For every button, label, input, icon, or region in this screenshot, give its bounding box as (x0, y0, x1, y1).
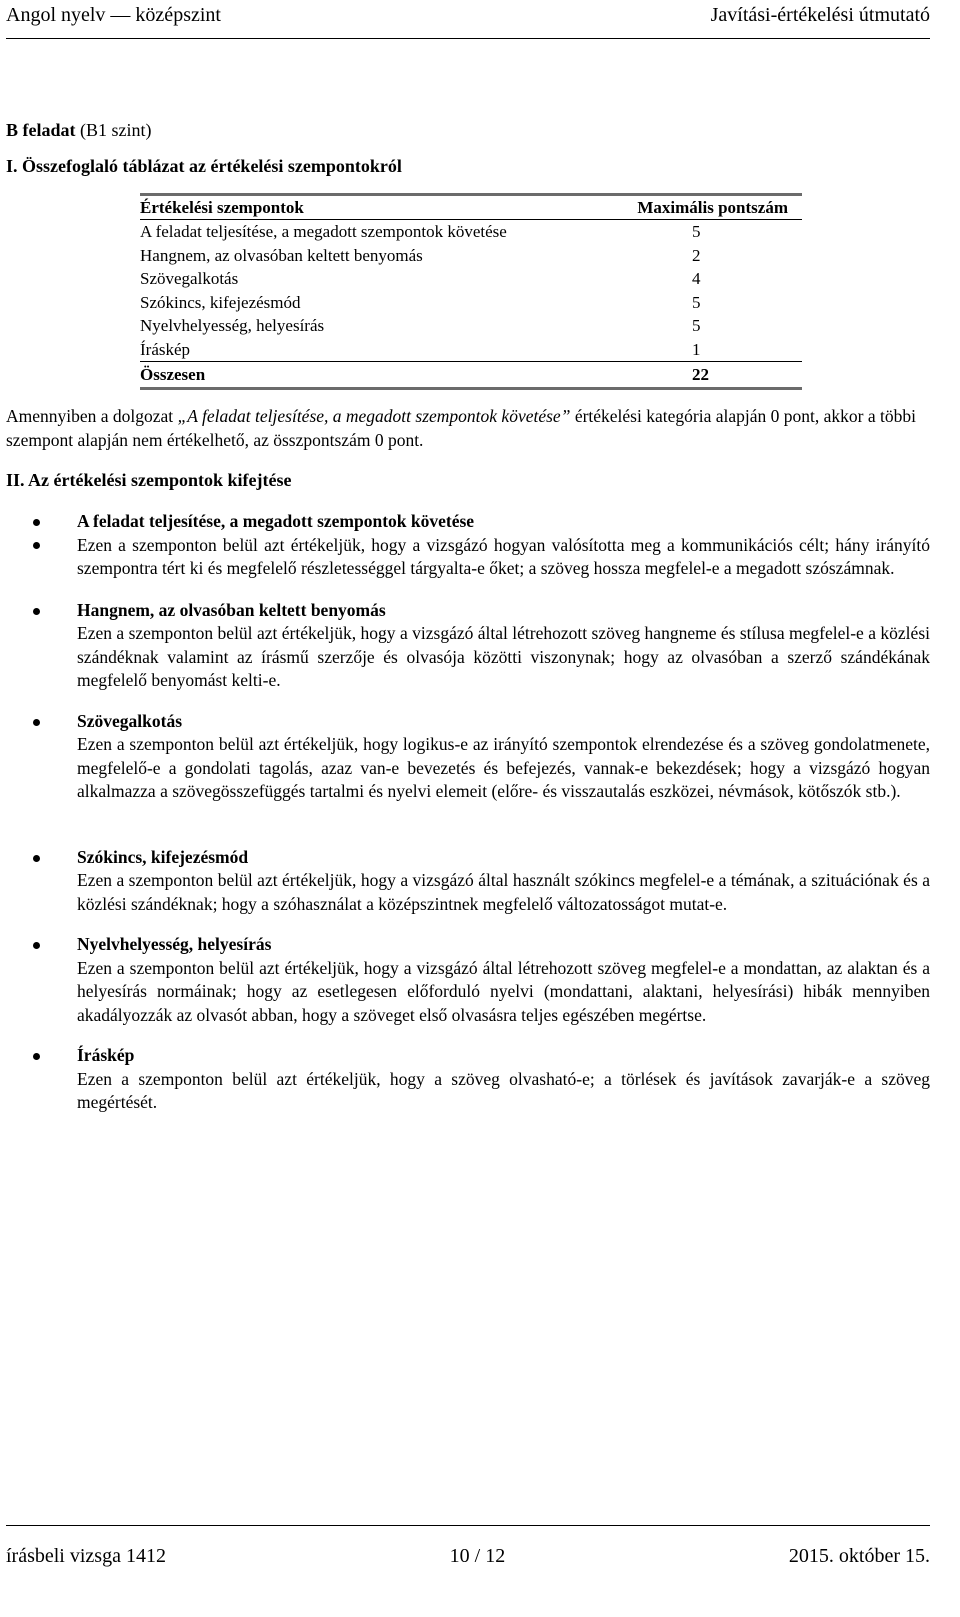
page-footer (6, 1545, 930, 1568)
task-title-bold: B feladat (6, 120, 76, 140)
table-row-points: 4 (692, 269, 701, 288)
criterion-description: Ezen a szemponton belül azt értékeljük, hogy logikus-e az irányító szempontok elrendezése és a szöveg gondolatmenete, megfelelő-e a gondolati tagolás, azaz van-e bevezetés és befejezés, vannak-e bekezdések; hogy a vizsgázó hogyan alkalmazza a szövegösszefüggés tartalmi és nyelvi elemeit (előre- és visszautalás eszközei, névmások, kötőszók stb.). (77, 734, 930, 801)
header-divider (6, 38, 930, 39)
task-title-level: (B1 szint) (75, 120, 152, 140)
note-after: értékelési kategória alapján 0 pont, akkor a többi szempont alapján nem értékelhető, az összpontszám 0 pont. (6, 406, 916, 450)
criterion-item (0, 1044, 930, 1115)
task-title (6, 120, 152, 141)
table-row-points: 5 (692, 316, 701, 335)
bullet-icon (33, 719, 40, 726)
bullet-icon (33, 608, 40, 615)
criterion-item (0, 599, 930, 693)
table-row-points: 5 (692, 222, 701, 241)
header-doc-type: Javítási-értékelési útmutató (710, 4, 930, 26)
table-row-points: 5 (692, 292, 701, 312)
bullet-icon (33, 942, 40, 949)
table-row (140, 338, 802, 362)
section-1-title: I. Összefoglaló táblázat az értékelési szempontokról (6, 156, 402, 176)
criterion-description: Ezen a szemponton belül azt értékeljük, hogy a vizsgázó által létrehozott szöveg hangneme és stílusa megfelel-e a közlési szándéknak valamint az írásmű szerzője és olvasója közötti viszonynak; hogy az olvasóban a szerző szándékának megfelelő benyomást kelti-e. (77, 623, 930, 690)
criterion-description: Ezen a szemponton belül azt értékeljük, hogy a szöveg olvasható-e; a törlések és javítások zavarják-e a szöveg megértését. (77, 1068, 930, 1112)
criterion-title: Szókincs, kifejezésmód (77, 846, 249, 867)
bullet-icon (33, 1053, 40, 1060)
score-table (140, 193, 802, 390)
criterion-description: Ezen a szemponton belül azt értékeljük, hogy a vizsgázó által létrehozott szöveg megfelel-e a mondattan, az alaktan és a helyesírás normáinak; hogy az esetlegesen előforduló nyelvi (mondattani, alaktani, helyesírási) hibák mennyiben akadályozzák az olvasót abban, hogy a szöveget első olvasásra teljes egészében megértse. (77, 957, 930, 1025)
criterion-item (0, 510, 930, 581)
criterion-title: Hangnem, az olvasóban keltett benyomás (77, 599, 386, 620)
table-row-label: Hangnem, az olvasóban keltett benyomás (140, 245, 423, 265)
table-row (140, 267, 802, 291)
bullet-icon (33, 519, 40, 526)
criterion-title: A feladat teljesítése, a megadott szempontok követése (77, 511, 475, 531)
footer-exam-code: írásbeli vizsga 1412 (6, 1545, 166, 1567)
table-row (140, 244, 802, 268)
footer-page-number: 10 / 12 (449, 1545, 506, 1567)
note-before: Amennyiben a dolgozat (6, 406, 178, 426)
table-row-label: Nyelvhelyesség, helyesírás (140, 316, 325, 335)
table-header-row (140, 196, 802, 220)
table-row-label: Íráskép (140, 339, 191, 359)
table-row-points: 2 (692, 245, 701, 265)
bullet-icon (33, 855, 40, 862)
criterion-item (0, 933, 930, 1027)
criterion-title: Nyelvhelyesség, helyesírás (77, 934, 272, 954)
footer-date: 2015. október 15. (788, 1545, 930, 1567)
table-total-row (140, 362, 802, 389)
note-italic: „A feladat teljesítése, a megadott szempontok követése” (177, 406, 571, 426)
table-row-label: Szókincs, kifejezésmód (140, 292, 301, 312)
criterion-title: Szövegalkotás (77, 710, 182, 731)
footer-divider (6, 1525, 930, 1526)
table-header-max: Maximális pontszám (604, 196, 802, 220)
table-row (140, 220, 802, 244)
criteria-list (0, 510, 930, 1115)
criterion-title: Íráskép (77, 1045, 135, 1065)
table-row-points: 1 (692, 339, 701, 359)
header-subject: Angol nyelv — középszint (6, 4, 221, 26)
section-2-title: II. Az értékelési szempontok kifejtése (6, 470, 292, 490)
table-row-label: Szövegalkotás (140, 269, 239, 288)
table-row-label: A feladat teljesítése, a megadott szempontok követése (140, 222, 507, 241)
bullet-icon (33, 542, 40, 549)
table-header-criteria: Értékelési szempontok (140, 196, 604, 220)
criterion-description: Ezen a szemponton belül azt értékeljük, hogy a vizsgázó által használt szókincs megfelel-e a témának, a szituációnak és a közlési szándéknak; hogy a szóhasználat a középszintnek megfelelő változatosságot mutat-e. (77, 870, 930, 914)
table-row (140, 314, 802, 338)
criterion-description: Ezen a szemponton belül azt értékeljük, hogy a vizsgázó hogyan valósította meg a kommunikációs célt; hány irányító szempontra tért ki és megfelelő részletességgel tárgyalta-e őket; a szöveg hossza megfelel-e a megadott szószámnak. (77, 534, 930, 578)
table-total-points: 22 (604, 362, 802, 389)
criterion-item (0, 846, 930, 917)
criterion-item (0, 710, 930, 804)
zero-point-note (6, 404, 928, 452)
table-row (140, 291, 802, 315)
table-total-label: Összesen (140, 362, 604, 389)
